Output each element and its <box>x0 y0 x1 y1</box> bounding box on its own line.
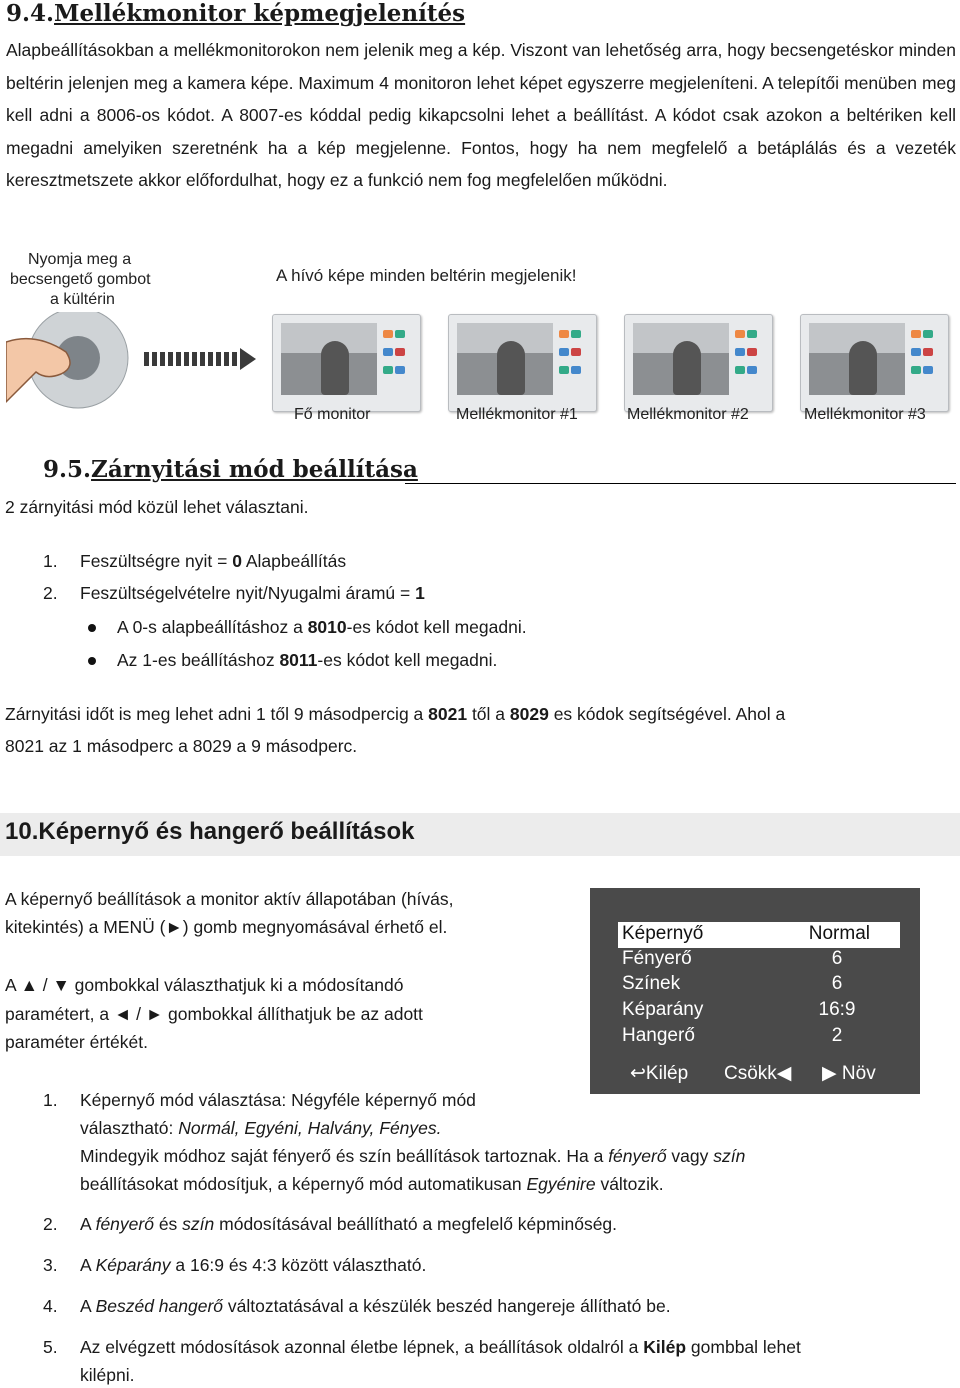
osd-row-value: 6 <box>831 973 843 994</box>
osd-row-value: Normal <box>808 923 870 944</box>
text: A <box>80 1296 96 1316</box>
timing-text-part: től a <box>467 704 510 724</box>
monitor-label: Fő monitor <box>294 406 371 423</box>
intro-text: 2 zárnyitási mód közül lehet választani. <box>5 497 309 517</box>
section-title: Zárnyitási mód beállítása <box>91 456 418 483</box>
monitor-buttons <box>559 329 589 383</box>
monitor-label: Mellékmonitor #1 <box>456 406 578 423</box>
monitor-sub-3 <box>800 314 949 412</box>
list-number: 4. <box>43 1296 58 1316</box>
osd-increase-label: Növ <box>841 1063 876 1084</box>
timing-text-part: Zárnyitási időt is meg lehet adni 1 től 9 másodpercig a <box>5 704 429 724</box>
press-caption-line: Nyomja meg a <box>28 251 132 268</box>
paragraph-line: paramétert, a ◄ / ► gombokkal állíthatjuk be az adott <box>5 1004 423 1024</box>
osd-row-label: Képarány <box>622 999 704 1020</box>
bullet-text: -es kódot kell megadni. <box>346 617 527 637</box>
bullet-dot <box>88 657 96 665</box>
text-italic: fényerő <box>608 1146 667 1166</box>
hand-press-illustration <box>6 312 266 412</box>
paragraph-9-4: Alapbeállításokban a mellékmonitorokon nem jelenik meg a kép. Viszont van lehetőség arra, hogy becsengetéskor minden beltérin jelenjen meg a kamera képe. Maximum 4 monitoron lehet képet egyszerre megjeleníteni. A telepítői menüben meg kell adni a 8006-os kódot. A 8007-es kóddal pedig kikapcsolni lehet a beállítást. A kódot csak azokon a beltériken kell megadni amelyiken szeretnénk ha a kép megjelenne. Fontos, hogy ha nem megfelelő a betáplálás és a vezeték keresztmetszete akkor előfordulhat, hogy ez a funkció nem fog megfelelően működni. <box>6 40 956 190</box>
text-italic: Egyénire <box>526 1174 596 1194</box>
text: vagy <box>666 1146 714 1166</box>
paragraph-line: kitekintés) a MENÜ (►) gomb megnyomásával érhető el. <box>5 917 448 937</box>
osd-increase-button[interactable] <box>822 1062 876 1085</box>
return-arrow-icon: ↩ <box>630 1063 646 1084</box>
osd-row <box>622 923 902 945</box>
list-number: 1. <box>43 1090 58 1110</box>
section-heading-10: 10.Képernyő és hangerő beállítások <box>5 818 415 845</box>
bullet-item <box>117 617 527 638</box>
bullet-text: A 0-s alapbeállításhoz a <box>117 617 308 637</box>
text: változik. <box>595 1174 664 1194</box>
monitor-screen <box>809 323 905 395</box>
osd-row-label: Fényerő <box>622 948 692 969</box>
text: A <box>80 1255 96 1275</box>
list-number: 2. <box>43 1214 58 1234</box>
text-bold: Kilép <box>643 1337 687 1357</box>
list-item-text: Feszültségre nyit = <box>80 551 233 571</box>
osd-row-value: 2 <box>831 1025 843 1046</box>
monitor-screen <box>457 323 553 395</box>
osd-row <box>622 973 902 995</box>
list-item <box>80 583 425 604</box>
osd-settings-menu <box>590 888 920 1094</box>
section-title: Mellékmonitor képmegjelenítés <box>54 0 466 27</box>
list-number: 5. <box>43 1337 58 1357</box>
paragraph-line: paraméter értékét. <box>5 1032 148 1052</box>
text-italic: Normál, Egyéni, Halvány, Fényes. <box>178 1118 442 1138</box>
monitor-sub-2 <box>624 314 773 412</box>
text-italic: szín <box>713 1146 746 1166</box>
paragraph-line: A képernyő beállítások a monitor aktív állapotában (hívás, <box>5 889 454 909</box>
press-caption <box>10 250 151 310</box>
bullet-dot <box>88 624 96 632</box>
list-item-line <box>80 1337 801 1358</box>
list-item-line <box>80 1174 664 1195</box>
list-item-text: Feszültségelvételre nyit/Nyugalmi áramú = <box>80 583 416 603</box>
timing-code: 8021 <box>428 704 468 724</box>
section-heading-9-4 <box>6 0 465 27</box>
text: gombbal lehet <box>686 1337 801 1357</box>
list-item-line <box>80 1118 442 1139</box>
monitor-screen <box>281 323 377 395</box>
text: módosításával beállítható a megfelelő képminőség. <box>214 1214 618 1234</box>
osd-decrease-label: Csökk <box>724 1063 777 1084</box>
monitor-buttons <box>383 329 413 383</box>
text-italic: fényerő <box>95 1214 154 1234</box>
list-item <box>80 551 346 572</box>
monitor-sub-1 <box>448 314 597 412</box>
monitor-screen <box>633 323 729 395</box>
text: Az elvégzett módosítások azonnal életbe lépnek, a beállítások oldalról a <box>80 1337 644 1357</box>
right-triangle-icon: ▶ <box>822 1063 837 1084</box>
list-item-line: Képernyő mód választása: Négyféle képernyő mód <box>80 1090 476 1110</box>
section-number: 9.5. <box>43 456 92 483</box>
bullet-text: -es kódot kell megadni. <box>317 650 498 670</box>
list-item-line <box>80 1296 671 1317</box>
section-heading-9-5 <box>43 456 418 483</box>
press-caption-line: a kültérin <box>50 291 115 308</box>
list-number: 1. <box>43 551 58 571</box>
list-item-text: Alapbeállítás <box>241 551 347 571</box>
osd-row <box>622 999 902 1021</box>
list-item-line <box>80 1214 617 1235</box>
text-italic: Képarány <box>95 1255 171 1275</box>
osd-row-value: 16:9 <box>818 999 856 1020</box>
figure-headline: A hívó képe minden beltérin megjelenik! <box>276 266 577 285</box>
monitor-main <box>272 314 421 412</box>
text-italic: Beszéd hangerő <box>95 1296 224 1316</box>
list-item-line <box>80 1146 745 1167</box>
osd-exit-button[interactable] <box>630 1062 688 1085</box>
monitor-label: Mellékmonitor #2 <box>627 406 749 423</box>
bullet-item <box>117 650 497 671</box>
osd-row-label: Színek <box>622 973 681 994</box>
timing-code: 8029 <box>509 704 549 724</box>
text: beállításokat módosítjuk, a képernyő mód automatikusan <box>80 1174 527 1194</box>
paragraph-line: A ▲ / ▼ gombokkal választhatjuk ki a módosítandó <box>5 975 404 995</box>
bullet-code: 8010 <box>307 617 347 637</box>
list-item-code: 0 <box>232 551 242 571</box>
list-item-line: kilépni. <box>80 1365 135 1385</box>
section-number: 9.4. <box>6 0 55 27</box>
osd-row-value: 6 <box>831 948 843 969</box>
left-triangle-icon: ◀ <box>776 1063 792 1084</box>
list-number: 2. <box>43 583 58 603</box>
timing-text-part: es kódok segítségével. Ahol a <box>548 704 786 724</box>
osd-decrease-button[interactable] <box>724 1062 791 1085</box>
monitor-buttons <box>735 329 765 383</box>
bullet-code: 8011 <box>279 650 318 670</box>
bullet-text: Az 1-es beállításhoz <box>117 650 280 670</box>
text: A <box>80 1214 96 1234</box>
monitor-label: Mellékmonitor #3 <box>804 406 926 423</box>
osd-row <box>622 948 902 970</box>
text: és <box>153 1214 183 1234</box>
osd-row-label: Képernyő <box>622 923 704 944</box>
list-item-code: 1 <box>415 583 425 603</box>
text: választható: <box>80 1118 179 1138</box>
osd-row-label: Hangerő <box>622 1025 695 1046</box>
osd-exit-label: Kilép <box>645 1063 689 1084</box>
osd-row <box>622 1025 902 1047</box>
text-italic: szín <box>182 1214 215 1234</box>
list-item-line <box>80 1255 426 1276</box>
timing-text <box>5 704 785 725</box>
timing-text-2: 8021 az 1 másodperc a 8029 a 9 másodperc. <box>5 736 358 756</box>
press-caption-line: becsengető gombot <box>10 271 151 288</box>
text: Mindegyik módhoz saját fényerő és szín beállítások tartoznak. Ha a <box>80 1146 609 1166</box>
monitor-buttons <box>911 329 941 383</box>
text: a 16:9 és 4:3 között választható. <box>170 1255 427 1275</box>
heading-rule <box>405 483 956 484</box>
list-number: 3. <box>43 1255 58 1275</box>
text: változtatásával a készülék beszéd hangereje állítható be. <box>223 1296 671 1316</box>
